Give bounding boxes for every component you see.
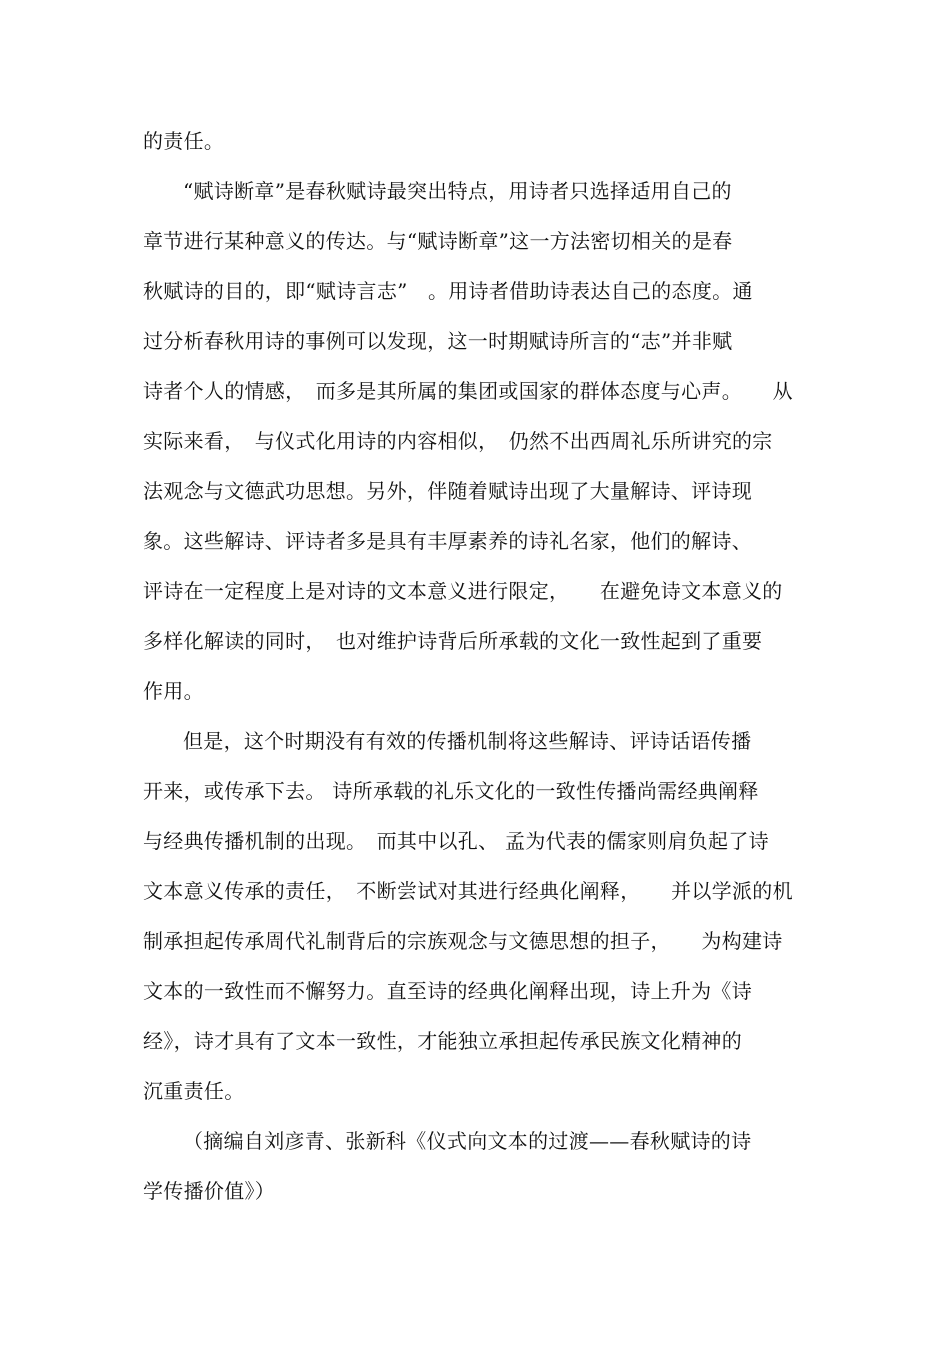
paragraph-line: 实际来看， 与仪式化用诗的内容相似， 仍然不出西周礼乐所讲究的宗: [143, 429, 773, 453]
paragraph-line: 秋赋诗的目的，即“赋诗言志” 。用诗者借助诗表达自己的态度。通: [143, 279, 753, 303]
paragraph-line: 与经典传播机制的出现。 而其中以孔、 孟为代表的儒家则肩负起了诗: [143, 829, 769, 853]
paragraph-line: 作用。: [143, 679, 204, 703]
paragraph-line: 诗者个人的情感， 而多是其所属的集团或国家的群体态度与心声。 从: [143, 379, 793, 403]
paragraph-line: 文本意义传承的责任， 不断尝试对其进行经典化阐释， 并以学派的机: [143, 879, 793, 903]
paragraph-line: 法观念与文德武功思想。另外，伴随着赋诗出现了大量解诗、评诗现: [143, 479, 752, 503]
paragraph-line: “赋诗断章”是春秋赋诗最突出特点，用诗者只选择适用自己的: [183, 179, 732, 203]
citation-line: （摘编自刘彦青、张新科《仪式向文本的过渡——春秋赋诗的诗: [183, 1129, 752, 1153]
paragraph-line: 象。这些解诗、评诗者多是具有丰厚素养的诗礼名家，他们的解诗、: [143, 529, 752, 553]
paragraph-line: 制承担起传承周代礼制背后的宗族观念与文德思想的担子， 为构建诗: [143, 929, 783, 953]
paragraph-line: 章节进行某种意义的传达。与“赋诗断章”这一方法密切相关的是春: [143, 229, 733, 253]
paragraph-line: 开来，或传承下去。 诗所承载的礼乐文化的一致性传播尚需经典阐释: [143, 779, 759, 803]
paragraph-line: 评诗在一定程度上是对诗的文本意义进行限定， 在避免诗文本意义的: [143, 579, 783, 603]
paragraph-line: 但是，这个时期没有有效的传播机制将这些解诗、评诗话语传播: [183, 729, 752, 753]
paragraph-line: 沉重责任。: [143, 1079, 245, 1103]
citation-line: 学传播价值》）: [143, 1179, 276, 1203]
paragraph-line: 过分析春秋用诗的事例可以发现，这一时期赋诗所言的“志”并非赋: [143, 329, 733, 353]
paragraph-line: 经》，诗才具有了文本一致性，才能独立承担起传承民族文化精神的: [143, 1029, 742, 1053]
paragraph-line: 的责任。: [143, 129, 225, 153]
paragraph-line: 多样化解读的同时， 也对维护诗背后所承载的文化一致性起到了重要: [143, 629, 763, 653]
paragraph-line: 文本的一致性而不懈努力。直至诗的经典化阐释出现，诗上升为《诗: [143, 979, 752, 1003]
